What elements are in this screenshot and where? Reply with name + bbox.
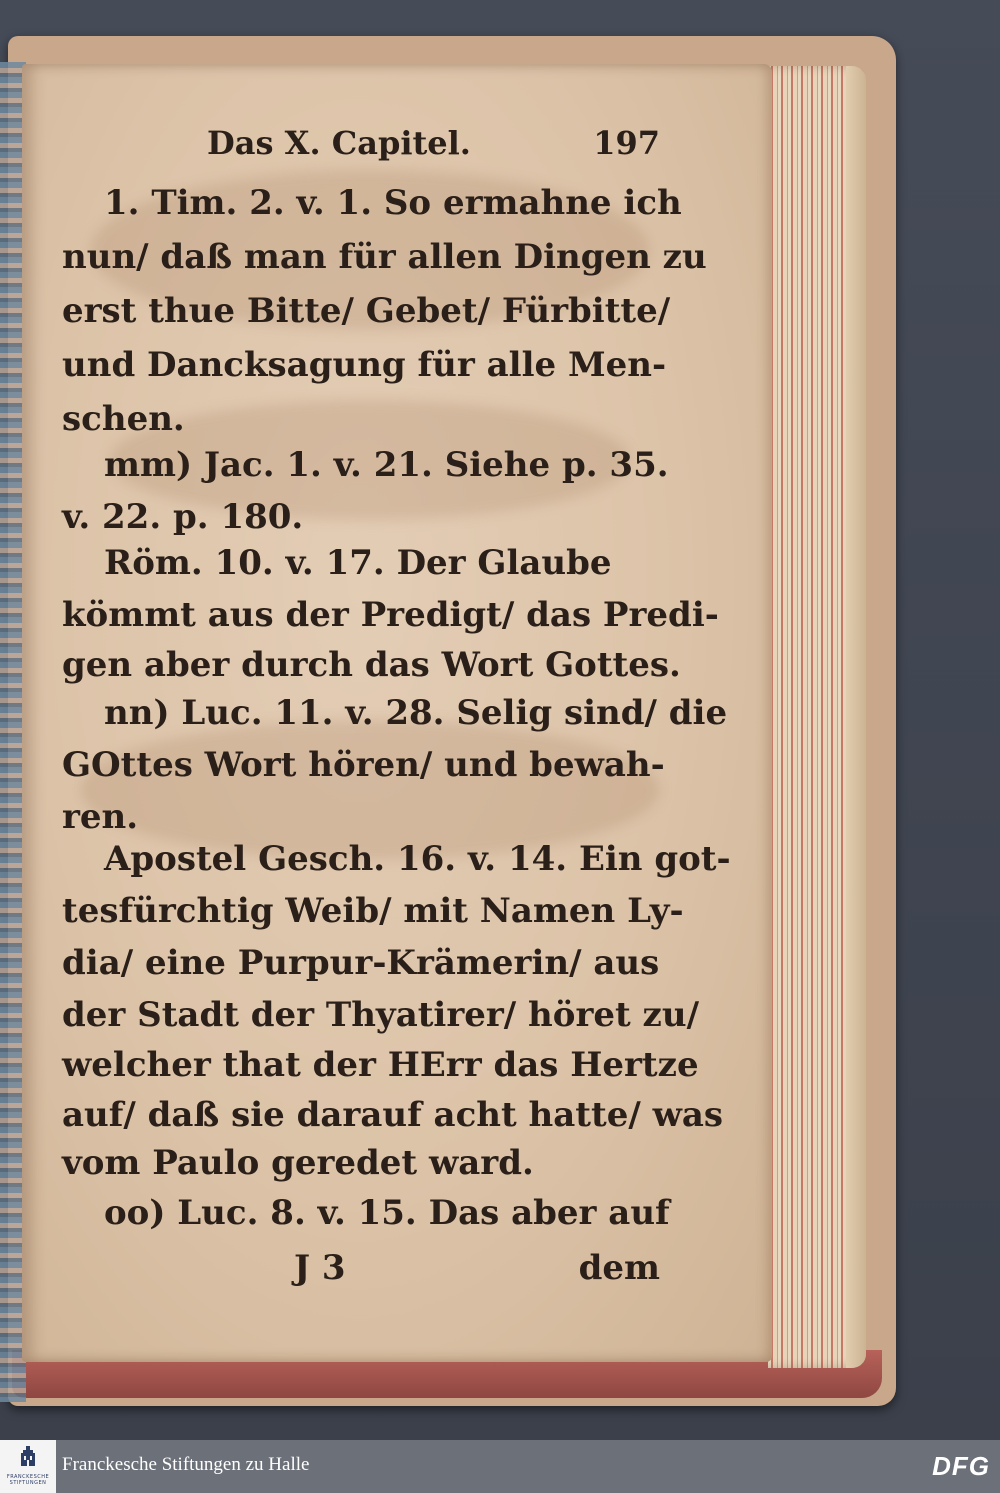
running-head — [62, 124, 660, 174]
page-edges — [768, 66, 866, 1368]
viewer-footer — [0, 1440, 1000, 1493]
text-line: der Stadt der Thyatirer/ höret zu/ — [62, 995, 699, 1035]
page-foot — [62, 1248, 660, 1298]
franckesche-stiftungen-logo[interactable] — [0, 1440, 56, 1493]
text-line: kömmt aus der Predigt/ das Predi- — [62, 595, 719, 635]
text-line: gen aber durch das Wort Gottes. — [62, 645, 681, 685]
text-line: dia/ eine Purpur-Krämerin/ aus — [62, 943, 660, 983]
text-line: vom Paulo geredet ward. — [62, 1143, 534, 1183]
chapter-title: Das X. Capitel. — [207, 124, 471, 162]
catchword: dem — [578, 1248, 660, 1288]
dfg-logo[interactable]: DFG — [932, 1451, 990, 1481]
text-line: GOttes Wort hören/ und bewah- — [62, 745, 665, 785]
text-line: Röm. 10. v. 17. Der Glaube — [104, 543, 612, 583]
logo-text-line: STIFTUNGEN — [9, 1480, 47, 1486]
signature-mark: J 3 — [294, 1248, 346, 1288]
text-line: welcher that der HErr das Hertze — [62, 1045, 699, 1085]
text-line: tesfürchtig Weib/ mit Namen Ly- — [62, 891, 684, 931]
text-line: 1. Tim. 2. v. 1. So ermahne ich — [104, 183, 682, 223]
institution-name: Franckesche Stiftungen zu Halle — [62, 1454, 310, 1475]
text-line: ren. — [62, 797, 139, 837]
text-line: v. 22. p. 180. — [62, 497, 304, 537]
text-line: und Dancksagung für alle Men- — [62, 345, 667, 385]
text-line: schen. — [62, 399, 185, 439]
logo-text — [2, 1474, 54, 1486]
text-line: nn) Luc. 11. v. 28. Selig sind/ die — [104, 693, 728, 733]
text-line: oo) Luc. 8. v. 15. Das aber auf — [104, 1193, 670, 1233]
text-line: auf/ daß sie darauf acht hatte/ was — [62, 1095, 724, 1135]
text-line: Apostel Gesch. 16. v. 14. Ein got- — [104, 839, 731, 879]
logo-text-line: FRANCKESCHE — [6, 1474, 50, 1480]
building-icon — [21, 1446, 35, 1466]
text-line: erst thue Bitte/ Gebet/ Fürbitte/ — [62, 291, 671, 331]
text-line: mm) Jac. 1. v. 21. Siehe p. 35. — [104, 445, 669, 485]
page-number: 197 — [593, 124, 660, 162]
text-line: nun/ daß man für allen Dingen zu — [62, 237, 707, 277]
